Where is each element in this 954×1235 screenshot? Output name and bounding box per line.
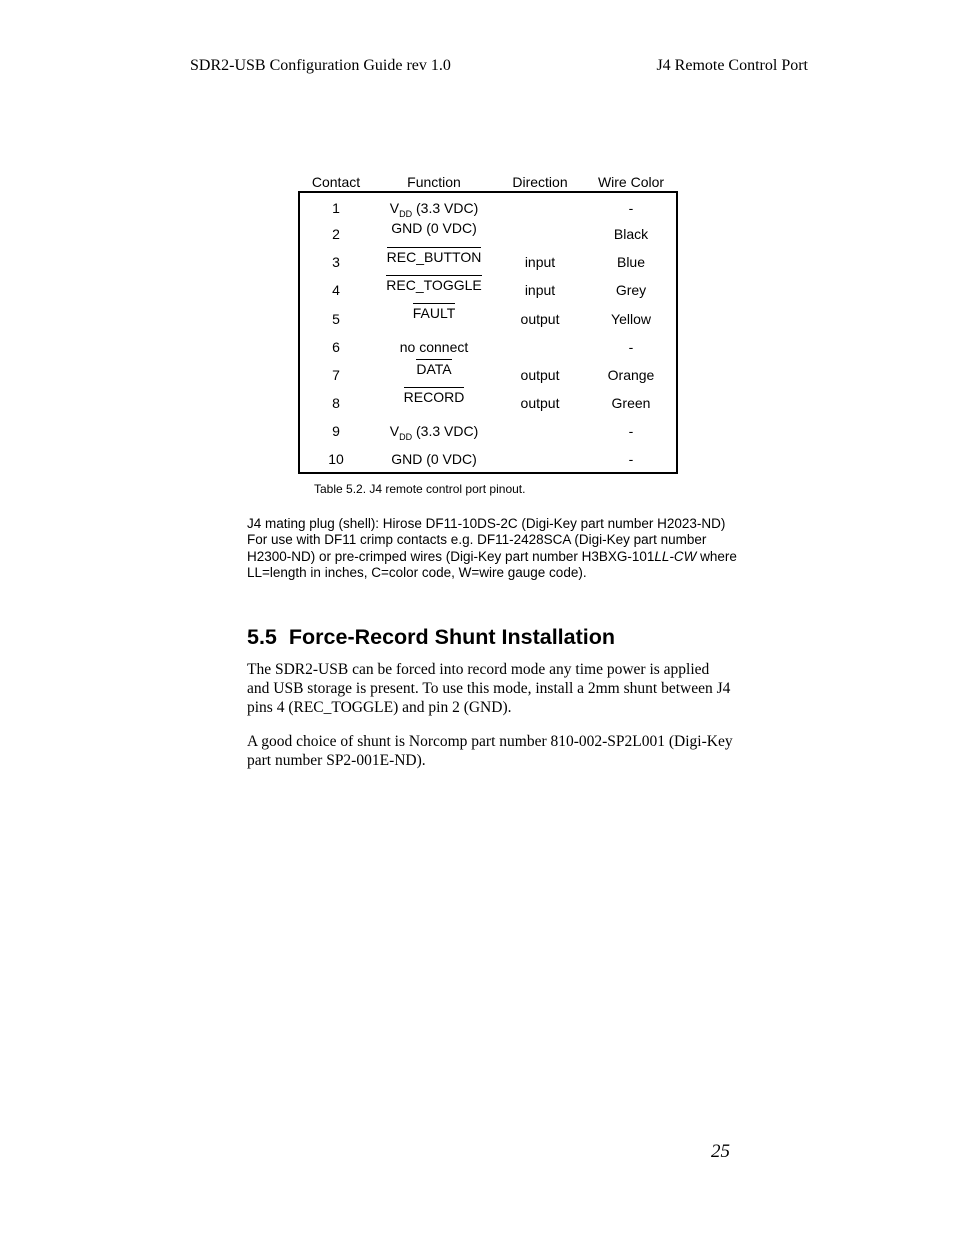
table-row — [300, 339, 676, 359]
cell-function: GND (0 VDC) — [391, 220, 477, 236]
cell-wire: - — [628, 200, 634, 216]
cell-direction: input — [524, 254, 556, 270]
cell-wire: Green — [611, 395, 651, 411]
cell-function: no connect — [399, 339, 469, 355]
cell-function-main: V — [389, 423, 400, 439]
cell-contact: 9 — [332, 423, 340, 439]
paragraph: The SDR2-USB can be forced into record mode any time power is applied and USB storage is present. To use this mode, install a 2mm shunt between J4 pins 4 (REC_TOGGLE) and pin 2 (GND). — [247, 661, 731, 716]
pinout-table — [298, 191, 678, 474]
signal-rec-toggle: REC_TOGGLE — [386, 277, 482, 293]
cell-wire: Black — [613, 226, 649, 242]
cell-contact: 6 — [332, 339, 340, 355]
cell-function — [372, 275, 496, 293]
section-heading — [247, 625, 615, 650]
running-header-left: SDR2-USB Configuration Guide rev 1.0 — [190, 57, 451, 74]
cell-function — [372, 247, 496, 265]
paragraph: A good choice of shunt is Norcomp part number 810-002-SP2L001 (Digi-Key part number SP2-001E-ND). — [247, 733, 733, 769]
cell-wire: Orange — [607, 367, 655, 383]
header-wire-color: Wire Color — [597, 174, 665, 190]
signal-rec-button: REC_BUTTON — [386, 249, 482, 265]
cell-contact: 2 — [332, 226, 340, 242]
header-direction: Direction — [512, 174, 568, 190]
section-number: 5.5 — [247, 625, 277, 649]
signal-record: RECORD — [403, 389, 465, 405]
cell-direction: output — [520, 395, 560, 411]
cell-function — [372, 359, 496, 377]
cell-function: GND (0 VDC) — [391, 451, 477, 467]
mating-plug-notes — [247, 516, 737, 581]
cell-function — [372, 200, 496, 219]
note-crimp-text: For use with DF11 crimp contacts e.g. DF11-2428SCA (Digi-Key part number H2300-ND) or pre-crimped wires (Digi-Key part number H3BXG-101 — [247, 532, 707, 564]
cell-direction: input — [524, 282, 556, 298]
note-crimp-italic: LL-CW — [654, 548, 697, 564]
cell-wire: - — [628, 451, 634, 467]
header-function: Function — [407, 174, 461, 190]
cell-wire: - — [628, 423, 634, 439]
cell-contact: 4 — [332, 282, 340, 298]
cell-contact: 10 — [328, 451, 344, 467]
cell-function — [372, 303, 496, 321]
cell-function-main: V — [389, 200, 400, 216]
cell-wire: Blue — [616, 254, 646, 270]
cell-wire: - — [628, 339, 634, 355]
cell-contact: 8 — [332, 395, 340, 411]
page-number: 25 — [711, 1141, 730, 1162]
signal-data: DATA — [416, 361, 452, 377]
cell-function-sub: DD — [399, 431, 413, 442]
cell-wire: Grey — [615, 282, 647, 298]
cell-function — [372, 387, 496, 405]
table-row — [300, 423, 676, 443]
note-crimp-contacts — [247, 532, 737, 581]
section-title: Force-Record Shunt Installation — [288, 625, 616, 649]
cell-contact: 7 — [332, 367, 340, 383]
header-contact: Contact — [311, 174, 361, 190]
table-caption: Table 5.2. J4 remote control port pinout. — [314, 482, 526, 496]
cell-function-rest: (3.3 VDC) — [412, 423, 479, 439]
table-row — [300, 451, 676, 471]
cell-function-sub: DD — [399, 208, 413, 219]
cell-function-rest: (3.3 VDC) — [412, 200, 479, 216]
note-mating-plug: J4 mating plug (shell): Hirose DF11-10DS-2C (Digi-Key part number H2023-ND) — [247, 516, 726, 531]
cell-contact: 5 — [332, 311, 340, 327]
cell-direction: output — [520, 367, 560, 383]
cell-function — [372, 423, 496, 442]
cell-wire: Yellow — [611, 311, 651, 327]
cell-contact: 1 — [332, 200, 340, 216]
table-row — [300, 200, 676, 220]
signal-fault: FAULT — [412, 305, 456, 321]
cell-direction: output — [520, 311, 560, 327]
cell-contact: 3 — [332, 254, 340, 270]
running-header-right: J4 Remote Control Port — [656, 57, 808, 74]
note-crimp-text-end: where LL=length in inches, C=color code, W=wire gauge code). — [247, 548, 737, 580]
